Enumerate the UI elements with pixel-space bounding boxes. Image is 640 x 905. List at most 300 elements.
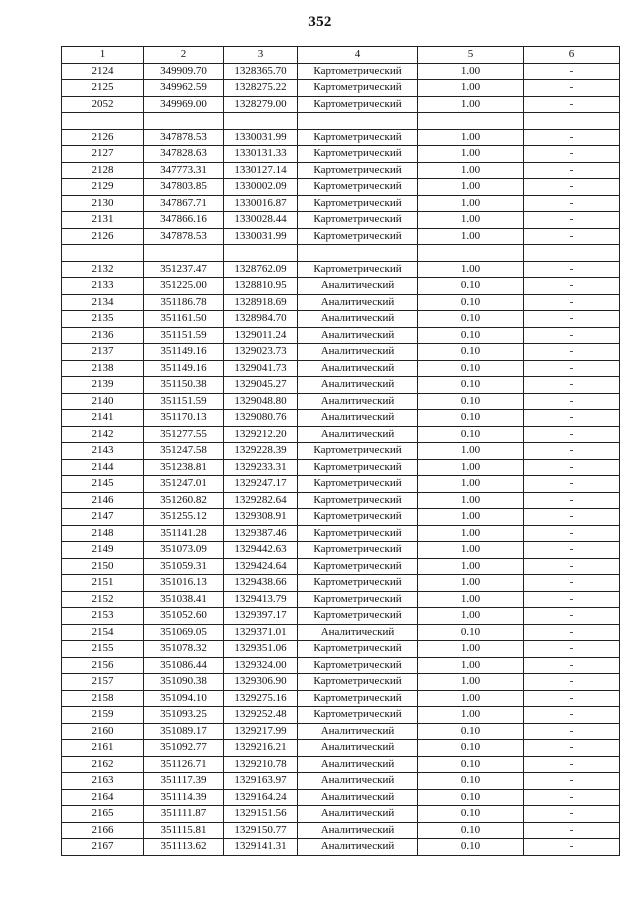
- accuracy-cell: 1.00: [418, 80, 524, 97]
- accuracy-cell: 1.00: [418, 63, 524, 80]
- x-coordinate-cell: 351247.58: [144, 443, 224, 460]
- note-cell: -: [524, 641, 620, 658]
- y-coordinate-cell: 1329011.24: [224, 327, 298, 344]
- note-cell: -: [524, 63, 620, 80]
- accuracy-cell: 1.00: [418, 476, 524, 493]
- x-coordinate-cell: 351277.55: [144, 426, 224, 443]
- y-coordinate-cell: [224, 113, 298, 130]
- accuracy-cell: 1.00: [418, 542, 524, 559]
- point-number-cell: 2166: [62, 822, 144, 839]
- table-row: [62, 228, 620, 245]
- method-cell: Аналитический: [298, 344, 418, 361]
- point-number-cell: 2137: [62, 344, 144, 361]
- accuracy-cell: 0.10: [418, 294, 524, 311]
- table-row: [62, 608, 620, 625]
- accuracy-cell: 0.10: [418, 806, 524, 823]
- table-row: [62, 162, 620, 179]
- x-coordinate-cell: 347773.31: [144, 162, 224, 179]
- point-number-cell: 2142: [62, 426, 144, 443]
- method-cell: Картометрический: [298, 129, 418, 146]
- table-row: [62, 311, 620, 328]
- method-cell: Аналитический: [298, 839, 418, 856]
- accuracy-cell: 1.00: [418, 228, 524, 245]
- y-coordinate-cell: 1328918.69: [224, 294, 298, 311]
- y-coordinate-cell: 1329442.63: [224, 542, 298, 559]
- point-number-cell: [62, 113, 144, 130]
- x-coordinate-cell: 351089.17: [144, 723, 224, 740]
- x-coordinate-cell: 351255.12: [144, 509, 224, 526]
- point-number-cell: 2150: [62, 558, 144, 575]
- note-cell: -: [524, 740, 620, 757]
- method-cell: Аналитический: [298, 278, 418, 295]
- note-cell: -: [524, 756, 620, 773]
- note-cell: -: [524, 195, 620, 212]
- accuracy-cell: 0.10: [418, 822, 524, 839]
- y-coordinate-cell: 1329413.79: [224, 591, 298, 608]
- note-cell: -: [524, 591, 620, 608]
- point-number-cell: 2133: [62, 278, 144, 295]
- table-row: [62, 591, 620, 608]
- note-cell: -: [524, 674, 620, 691]
- method-cell: Аналитический: [298, 327, 418, 344]
- table-row: [62, 377, 620, 394]
- method-cell: Аналитический: [298, 756, 418, 773]
- point-number-cell: 2153: [62, 608, 144, 625]
- y-coordinate-cell: 1328365.70: [224, 63, 298, 80]
- table-row: [62, 393, 620, 410]
- table-row: [62, 509, 620, 526]
- method-cell: Картометрический: [298, 63, 418, 80]
- y-coordinate-cell: 1329308.91: [224, 509, 298, 526]
- method-cell: Аналитический: [298, 426, 418, 443]
- table-row: [62, 641, 620, 658]
- note-cell: -: [524, 443, 620, 460]
- x-coordinate-cell: 351090.38: [144, 674, 224, 691]
- note-cell: -: [524, 278, 620, 295]
- method-cell: Картометрический: [298, 459, 418, 476]
- note-cell: -: [524, 492, 620, 509]
- point-number-cell: 2148: [62, 525, 144, 542]
- y-coordinate-cell: 1329212.20: [224, 426, 298, 443]
- point-number-cell: 2126: [62, 129, 144, 146]
- note-cell: -: [524, 476, 620, 493]
- column-header-2: 2: [144, 47, 224, 64]
- x-coordinate-cell: 351149.16: [144, 360, 224, 377]
- y-coordinate-cell: 1329210.78: [224, 756, 298, 773]
- table-row: [62, 212, 620, 229]
- y-coordinate-cell: 1330031.99: [224, 129, 298, 146]
- y-coordinate-cell: 1329233.31: [224, 459, 298, 476]
- note-cell: -: [524, 459, 620, 476]
- y-coordinate-cell: 1329324.00: [224, 657, 298, 674]
- table-row: [62, 674, 620, 691]
- x-coordinate-cell: 351016.13: [144, 575, 224, 592]
- note-cell: -: [524, 179, 620, 196]
- note-cell: -: [524, 410, 620, 427]
- accuracy-cell: 1.00: [418, 179, 524, 196]
- point-number-cell: 2165: [62, 806, 144, 823]
- point-number-cell: 2151: [62, 575, 144, 592]
- x-coordinate-cell: 349969.00: [144, 96, 224, 113]
- method-cell: Картометрический: [298, 558, 418, 575]
- accuracy-cell: 0.10: [418, 740, 524, 757]
- table-row: [62, 723, 620, 740]
- point-number-cell: 2144: [62, 459, 144, 476]
- x-coordinate-cell: 349909.70: [144, 63, 224, 80]
- accuracy-cell: 1.00: [418, 195, 524, 212]
- y-coordinate-cell: 1330028.44: [224, 212, 298, 229]
- note-cell: -: [524, 822, 620, 839]
- table-row: [62, 690, 620, 707]
- note-cell: -: [524, 344, 620, 361]
- table-row: [62, 575, 620, 592]
- method-cell: Картометрический: [298, 575, 418, 592]
- point-number-cell: 2154: [62, 624, 144, 641]
- y-coordinate-cell: 1329217.99: [224, 723, 298, 740]
- accuracy-cell: 0.10: [418, 723, 524, 740]
- method-cell: Картометрический: [298, 608, 418, 625]
- note-cell: -: [524, 525, 620, 542]
- y-coordinate-cell: 1329247.17: [224, 476, 298, 493]
- y-coordinate-cell: 1329041.73: [224, 360, 298, 377]
- y-coordinate-cell: 1329163.97: [224, 773, 298, 790]
- table-header-row: [62, 47, 620, 64]
- method-cell: Аналитический: [298, 723, 418, 740]
- x-coordinate-cell: 351151.59: [144, 327, 224, 344]
- y-coordinate-cell: 1330031.99: [224, 228, 298, 245]
- accuracy-cell: 1.00: [418, 212, 524, 229]
- x-coordinate-cell: 351086.44: [144, 657, 224, 674]
- note-cell: -: [524, 162, 620, 179]
- table-row: [62, 806, 620, 823]
- y-coordinate-cell: 1329048.80: [224, 393, 298, 410]
- x-coordinate-cell: 351238.81: [144, 459, 224, 476]
- accuracy-cell: [418, 245, 524, 262]
- accuracy-cell: 1.00: [418, 492, 524, 509]
- x-coordinate-cell: 351115.81: [144, 822, 224, 839]
- note-cell: [524, 113, 620, 130]
- y-coordinate-cell: 1330127.14: [224, 162, 298, 179]
- table-row: [62, 773, 620, 790]
- accuracy-cell: 1.00: [418, 657, 524, 674]
- y-coordinate-cell: 1329275.16: [224, 690, 298, 707]
- note-cell: -: [524, 690, 620, 707]
- point-number-cell: 2152: [62, 591, 144, 608]
- point-number-cell: 2149: [62, 542, 144, 559]
- point-number-cell: 2135: [62, 311, 144, 328]
- method-cell: Картометрический: [298, 476, 418, 493]
- note-cell: -: [524, 558, 620, 575]
- x-coordinate-cell: 351093.25: [144, 707, 224, 724]
- accuracy-cell: 0.10: [418, 839, 524, 856]
- y-coordinate-cell: [224, 245, 298, 262]
- point-number-cell: 2131: [62, 212, 144, 229]
- y-coordinate-cell: 1329045.27: [224, 377, 298, 394]
- accuracy-cell: 0.10: [418, 410, 524, 427]
- y-coordinate-cell: 1329424.64: [224, 558, 298, 575]
- x-coordinate-cell: 351151.59: [144, 393, 224, 410]
- table-row: [62, 657, 620, 674]
- note-cell: -: [524, 146, 620, 163]
- note-cell: -: [524, 789, 620, 806]
- accuracy-cell: [418, 113, 524, 130]
- y-coordinate-cell: 1329141.31: [224, 839, 298, 856]
- table-row: [62, 756, 620, 773]
- accuracy-cell: 0.10: [418, 360, 524, 377]
- accuracy-cell: 0.10: [418, 393, 524, 410]
- x-coordinate-cell: 351149.16: [144, 344, 224, 361]
- table-row: [62, 278, 620, 295]
- point-number-cell: 2129: [62, 179, 144, 196]
- method-cell: Аналитический: [298, 393, 418, 410]
- column-header-3: 3: [224, 47, 298, 64]
- table-row: [62, 179, 620, 196]
- y-coordinate-cell: 1328984.70: [224, 311, 298, 328]
- accuracy-cell: 0.10: [418, 789, 524, 806]
- table-row: [62, 63, 620, 80]
- table-row: [62, 525, 620, 542]
- y-coordinate-cell: 1329438.66: [224, 575, 298, 592]
- note-cell: -: [524, 707, 620, 724]
- y-coordinate-cell: 1329216.21: [224, 740, 298, 757]
- x-coordinate-cell: 351094.10: [144, 690, 224, 707]
- method-cell: Аналитический: [298, 410, 418, 427]
- note-cell: -: [524, 294, 620, 311]
- point-number-cell: 2160: [62, 723, 144, 740]
- point-number-cell: [62, 245, 144, 262]
- y-coordinate-cell: 1329387.46: [224, 525, 298, 542]
- method-cell: Картометрический: [298, 542, 418, 559]
- x-coordinate-cell: 347803.85: [144, 179, 224, 196]
- table-row: [62, 822, 620, 839]
- point-number-cell: 2164: [62, 789, 144, 806]
- x-coordinate-cell: 351052.60: [144, 608, 224, 625]
- note-cell: -: [524, 327, 620, 344]
- y-coordinate-cell: 1329306.90: [224, 674, 298, 691]
- method-cell: Аналитический: [298, 773, 418, 790]
- note-cell: -: [524, 96, 620, 113]
- x-coordinate-cell: 349962.59: [144, 80, 224, 97]
- method-cell: Аналитический: [298, 311, 418, 328]
- y-coordinate-cell: 1329228.39: [224, 443, 298, 460]
- table-row: [62, 542, 620, 559]
- point-number-cell: 2146: [62, 492, 144, 509]
- note-cell: -: [524, 773, 620, 790]
- x-coordinate-cell: 351078.32: [144, 641, 224, 658]
- y-coordinate-cell: 1328275.22: [224, 80, 298, 97]
- y-coordinate-cell: 1329080.76: [224, 410, 298, 427]
- method-cell: Картометрический: [298, 162, 418, 179]
- x-coordinate-cell: 351161.50: [144, 311, 224, 328]
- accuracy-cell: 0.10: [418, 756, 524, 773]
- point-number-cell: 2136: [62, 327, 144, 344]
- accuracy-cell: 0.10: [418, 278, 524, 295]
- accuracy-cell: 0.10: [418, 377, 524, 394]
- table-row: [62, 410, 620, 427]
- table-row: [62, 344, 620, 361]
- point-number-cell: 2157: [62, 674, 144, 691]
- table-row: [62, 707, 620, 724]
- coordinates-table: [61, 46, 620, 856]
- x-coordinate-cell: 351073.09: [144, 542, 224, 559]
- note-cell: -: [524, 509, 620, 526]
- method-cell: Картометрический: [298, 707, 418, 724]
- point-number-cell: 2145: [62, 476, 144, 493]
- table-row: [62, 261, 620, 278]
- method-cell: [298, 245, 418, 262]
- method-cell: Картометрический: [298, 146, 418, 163]
- table-row: [62, 327, 620, 344]
- method-cell: Аналитический: [298, 360, 418, 377]
- table-row: [62, 443, 620, 460]
- table-row: [62, 426, 620, 443]
- y-coordinate-cell: 1329351.06: [224, 641, 298, 658]
- y-coordinate-cell: 1329151.56: [224, 806, 298, 823]
- y-coordinate-cell: 1329150.77: [224, 822, 298, 839]
- method-cell: Картометрический: [298, 690, 418, 707]
- x-coordinate-cell: 351150.38: [144, 377, 224, 394]
- note-cell: -: [524, 311, 620, 328]
- point-number-cell: 2139: [62, 377, 144, 394]
- accuracy-cell: 0.10: [418, 327, 524, 344]
- table-row: [62, 476, 620, 493]
- x-coordinate-cell: [144, 113, 224, 130]
- note-cell: -: [524, 426, 620, 443]
- point-number-cell: 2143: [62, 443, 144, 460]
- x-coordinate-cell: 347828.63: [144, 146, 224, 163]
- note-cell: -: [524, 212, 620, 229]
- x-coordinate-cell: 351111.87: [144, 806, 224, 823]
- table-row: [62, 113, 620, 130]
- accuracy-cell: 1.00: [418, 641, 524, 658]
- method-cell: [298, 113, 418, 130]
- x-coordinate-cell: 351170.13: [144, 410, 224, 427]
- point-number-cell: 2127: [62, 146, 144, 163]
- x-coordinate-cell: 351225.00: [144, 278, 224, 295]
- note-cell: -: [524, 839, 620, 856]
- y-coordinate-cell: 1330016.87: [224, 195, 298, 212]
- x-coordinate-cell: [144, 245, 224, 262]
- method-cell: Картометрический: [298, 492, 418, 509]
- accuracy-cell: 1.00: [418, 96, 524, 113]
- note-cell: -: [524, 575, 620, 592]
- method-cell: Аналитический: [298, 294, 418, 311]
- note-cell: -: [524, 393, 620, 410]
- table-row: [62, 195, 620, 212]
- table-row: [62, 839, 620, 856]
- y-coordinate-cell: 1329371.01: [224, 624, 298, 641]
- y-coordinate-cell: 1329023.73: [224, 344, 298, 361]
- accuracy-cell: 1.00: [418, 146, 524, 163]
- table-row: [62, 80, 620, 97]
- y-coordinate-cell: 1329164.24: [224, 789, 298, 806]
- y-coordinate-cell: 1330131.33: [224, 146, 298, 163]
- page-number: 352: [308, 14, 332, 30]
- y-coordinate-cell: 1329397.17: [224, 608, 298, 625]
- table-row: [62, 96, 620, 113]
- x-coordinate-cell: 351260.82: [144, 492, 224, 509]
- point-number-cell: 2128: [62, 162, 144, 179]
- x-coordinate-cell: 351069.05: [144, 624, 224, 641]
- note-cell: -: [524, 806, 620, 823]
- column-header-4: 4: [298, 47, 418, 64]
- method-cell: Аналитический: [298, 789, 418, 806]
- table-row: [62, 558, 620, 575]
- table-body: [62, 63, 620, 855]
- point-number-cell: 2141: [62, 410, 144, 427]
- method-cell: Аналитический: [298, 740, 418, 757]
- accuracy-cell: 1.00: [418, 608, 524, 625]
- point-number-cell: 2134: [62, 294, 144, 311]
- x-coordinate-cell: 347878.53: [144, 228, 224, 245]
- table-row: [62, 146, 620, 163]
- point-number-cell: 2124: [62, 63, 144, 80]
- method-cell: Картометрический: [298, 80, 418, 97]
- x-coordinate-cell: 351059.31: [144, 558, 224, 575]
- note-cell: -: [524, 129, 620, 146]
- x-coordinate-cell: 351092.77: [144, 740, 224, 757]
- method-cell: Картометрический: [298, 228, 418, 245]
- note-cell: -: [524, 542, 620, 559]
- table-row: [62, 789, 620, 806]
- y-coordinate-cell: 1330002.09: [224, 179, 298, 196]
- x-coordinate-cell: 347878.53: [144, 129, 224, 146]
- x-coordinate-cell: 351141.28: [144, 525, 224, 542]
- point-number-cell: 2156: [62, 657, 144, 674]
- accuracy-cell: 1.00: [418, 509, 524, 526]
- method-cell: Картометрический: [298, 261, 418, 278]
- point-number-cell: 2155: [62, 641, 144, 658]
- y-coordinate-cell: 1329252.48: [224, 707, 298, 724]
- note-cell: -: [524, 608, 620, 625]
- method-cell: Аналитический: [298, 822, 418, 839]
- point-number-cell: 2126: [62, 228, 144, 245]
- note-cell: -: [524, 261, 620, 278]
- y-coordinate-cell: 1329282.64: [224, 492, 298, 509]
- point-number-cell: 2158: [62, 690, 144, 707]
- x-coordinate-cell: 351113.62: [144, 839, 224, 856]
- x-coordinate-cell: 351038.41: [144, 591, 224, 608]
- note-cell: -: [524, 624, 620, 641]
- accuracy-cell: 0.10: [418, 624, 524, 641]
- y-coordinate-cell: 1328810.95: [224, 278, 298, 295]
- point-number-cell: 2140: [62, 393, 144, 410]
- method-cell: Картометрический: [298, 195, 418, 212]
- method-cell: Аналитический: [298, 377, 418, 394]
- table-row: [62, 129, 620, 146]
- accuracy-cell: 1.00: [418, 707, 524, 724]
- accuracy-cell: 1.00: [418, 591, 524, 608]
- accuracy-cell: 1.00: [418, 261, 524, 278]
- accuracy-cell: 0.10: [418, 344, 524, 361]
- table-row: [62, 245, 620, 262]
- method-cell: Картометрический: [298, 179, 418, 196]
- accuracy-cell: 0.10: [418, 311, 524, 328]
- accuracy-cell: 0.10: [418, 426, 524, 443]
- table-row: [62, 459, 620, 476]
- accuracy-cell: 1.00: [418, 443, 524, 460]
- point-number-cell: 2138: [62, 360, 144, 377]
- point-number-cell: 2147: [62, 509, 144, 526]
- point-number-cell: 2162: [62, 756, 144, 773]
- table-row: [62, 624, 620, 641]
- note-cell: [524, 245, 620, 262]
- point-number-cell: 2167: [62, 839, 144, 856]
- x-coordinate-cell: 351247.01: [144, 476, 224, 493]
- point-number-cell: 2130: [62, 195, 144, 212]
- accuracy-cell: 1.00: [418, 690, 524, 707]
- x-coordinate-cell: 351237.47: [144, 261, 224, 278]
